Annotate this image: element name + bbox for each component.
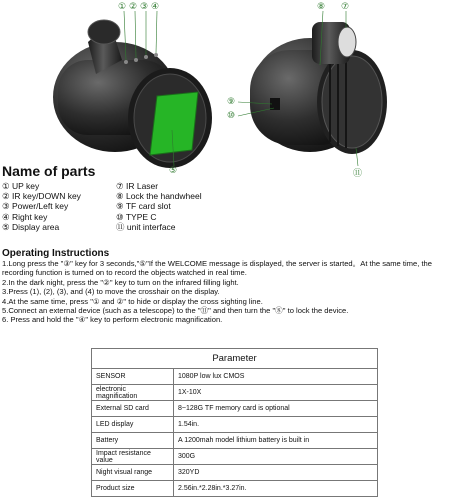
callout-8: ⑧ (317, 2, 326, 12)
parts-list-right (116, 181, 202, 232)
callout-11: ⑪ (353, 169, 363, 179)
param-value: 1X-10X (174, 385, 378, 401)
param-value: 1.54in. (174, 417, 378, 433)
part-item: ⑧ Lock the handwheel (116, 191, 202, 202)
param-name: Product size (92, 481, 174, 497)
table-row (92, 481, 378, 497)
operating-instructions-title: Operating Instructions (2, 248, 110, 259)
param-name: External SD card (92, 401, 174, 417)
instruction-line: 5.Connect an external device (such as a telescope) to the "⑪" and then turn the "⑧" to lock the device. (2, 306, 349, 316)
callout-2: ② (129, 2, 138, 12)
instruction-line: 2.In the dark night, press the "②" key to turn on the infrared filling light. (2, 277, 239, 287)
param-name: Impact resistance value (92, 449, 174, 465)
part-item: ⑨ TF card slot (116, 201, 171, 212)
param-name: SENSOR (92, 369, 174, 385)
table-row (92, 449, 378, 465)
part-item: ④ Right key (2, 211, 48, 222)
part-item: ② IR key/DOWN key (2, 191, 81, 202)
part-item: ③ Power/Left key (2, 201, 69, 212)
part-item: ⑦ IR Laser (116, 181, 159, 191)
parts-title: Name of parts (2, 163, 96, 179)
instruction-line: 4.At the same time, press "① and ②" to hide or display the cross sighting line. (2, 296, 263, 306)
callout-10: ⑩ (227, 111, 236, 121)
table-header-row (92, 349, 378, 369)
part-item: ⑩ TYPE C (116, 211, 157, 222)
instruction-line: 1.Long press the "③" key for 3 seconds,"⑤"If the WELCOME message is displayed, the server is started。At the same time, the recording function is turned on to record the objects watched in real time. (2, 259, 433, 278)
param-name: electronic magnification (92, 385, 174, 401)
parameter-table (91, 348, 378, 497)
part-item: ⑪ unit interface (116, 221, 176, 232)
callout-3: ③ (140, 2, 149, 12)
instruction-line: 6. Press and hold the "④" key to perform electronic magnification. (2, 315, 223, 325)
param-value: 300G (174, 449, 378, 465)
param-value: 8~128G TF memory card is optional (174, 401, 378, 417)
callout-9: ⑨ (227, 97, 236, 107)
instruction-line: 3.Press (1), (2), (3), and (4) to move the crosshair on the display. (2, 287, 220, 297)
device-front-view (53, 11, 212, 168)
device-rear-view (238, 11, 387, 166)
table-row (92, 369, 378, 385)
callout-1: ① (118, 2, 127, 12)
part-item: ① UP key (2, 181, 40, 191)
param-name: Night visual range (92, 465, 174, 481)
param-name: Battery (92, 433, 174, 449)
table-row (92, 385, 378, 401)
param-name: LED display (92, 417, 174, 433)
param-value: 2.56in.*2.28in.*3.27in. (174, 481, 378, 497)
part-item: ⑤ Display area (2, 221, 60, 232)
table-row (92, 465, 378, 481)
callout-5: ⑤ (169, 166, 178, 176)
param-value: 320YD (174, 465, 378, 481)
table-row (92, 401, 378, 417)
parts-list-left (2, 181, 81, 232)
callout-4: ④ (151, 2, 160, 12)
callout-7: ⑦ (341, 2, 350, 12)
table-row (92, 433, 378, 449)
table-row (92, 417, 378, 433)
param-value: A 1200mah model lithium battery is built in (174, 433, 378, 449)
operating-instructions (2, 259, 448, 325)
product-illustration (0, 0, 449, 190)
table-title: Parameter (92, 349, 378, 369)
param-value: 1080P low lux CMOS (174, 369, 378, 385)
